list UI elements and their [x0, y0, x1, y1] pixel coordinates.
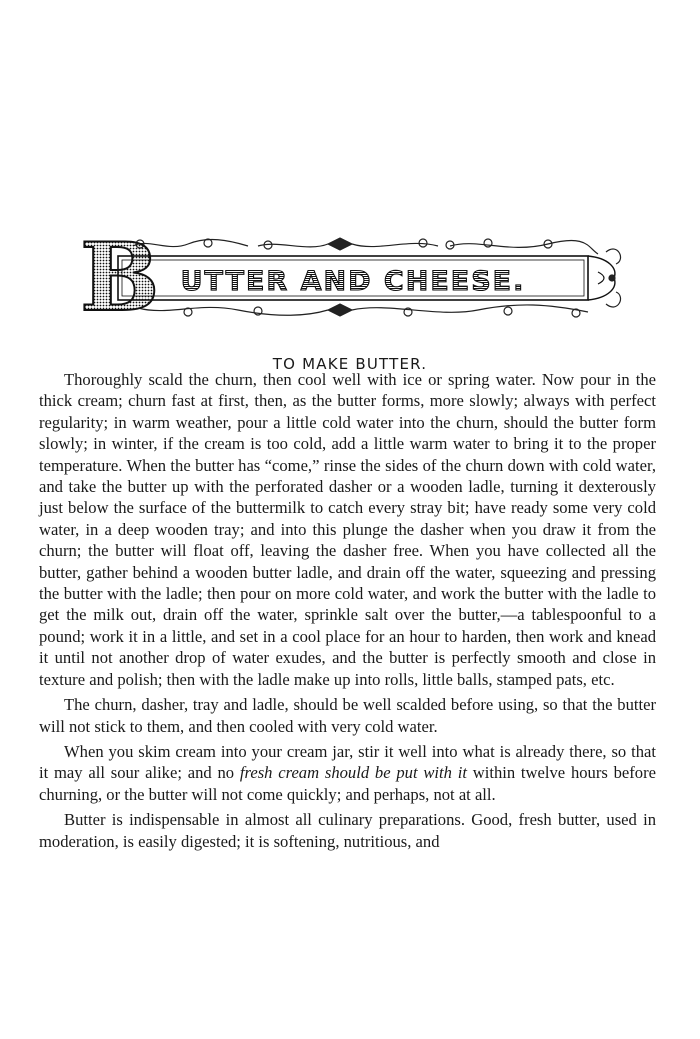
bottom-scroll-ornament	[138, 304, 588, 317]
ornamental-initial	[80, 232, 159, 324]
section-title: TO MAKE BUTTER.	[272, 355, 428, 374]
paragraph-2: The churn, dasher, tray and ladle, should be well scalded before using, so that the butter will not stick to them, and then cooled with very cold water.	[39, 695, 656, 736]
paragraph-3-start: When you skim cream into your cream jar, stir it well into what is already there, so that it may all sour alike; and no	[39, 741, 656, 783]
body-text	[39, 369, 656, 856]
chapter-banner	[78, 232, 626, 324]
paragraph-1: Thoroughly scald the churn, then cool well with ice or spring water. Now pour in the thick cream; churn fast at first, then, as the butter forms, more slowly; always with perfect regularity; in warm weather, pour a little cold water into the churn, should the butter form slowly; in winter, if the cream is too cold, add a little warm water to bring it to the proper temperature. When the butter has “come,” rinse the sides of the churn down with cold water, and take the butter up with the perforated dasher or a wooden ladle, turning it dexterously just below the surface of the buttermilk to catch every stray bit; have ready some very cold water, in a deep wooden tray; and into this plunge the dasher when you draw it from the churn; the butter will float off, leaving the dasher free. When you have collected all the butter, gather behind a wooden butter ladle, and drain off the water, squeezing and pressing the butter with the ladle; then pour on more cold water, and work the butter with the ladle to get the milk out, drain off the water, sprinkle salt over the butter,—a tablespoonful to a pound; work it in a little, and set in a cool place for an hour to harden, then work and knead it until not another drop of water exudes, and the butter is perfectly smooth and close in texture and polish; then with the ladle make up into rolls, little balls, stamped pats, etc.	[39, 370, 656, 689]
paragraph-3	[39, 741, 656, 805]
top-scroll-ornament	[133, 238, 598, 254]
banner-lettering: UTTER AND CHEESE.	[180, 266, 526, 297]
right-flourish	[606, 249, 621, 307]
paragraph-3-italic: fresh cream should be put with it	[239, 763, 467, 783]
paragraph-4: Butter is indispensable in almost all culinary preparations. Good, fresh butter, used in moderation, is easily digested; it is softening, nutritious, and	[39, 810, 656, 851]
paragraph-3-end: within twelve hours before churning, or the butter will not come quickly; and perhaps, not at all.	[39, 763, 656, 804]
svg-text:B: B	[80, 232, 160, 324]
